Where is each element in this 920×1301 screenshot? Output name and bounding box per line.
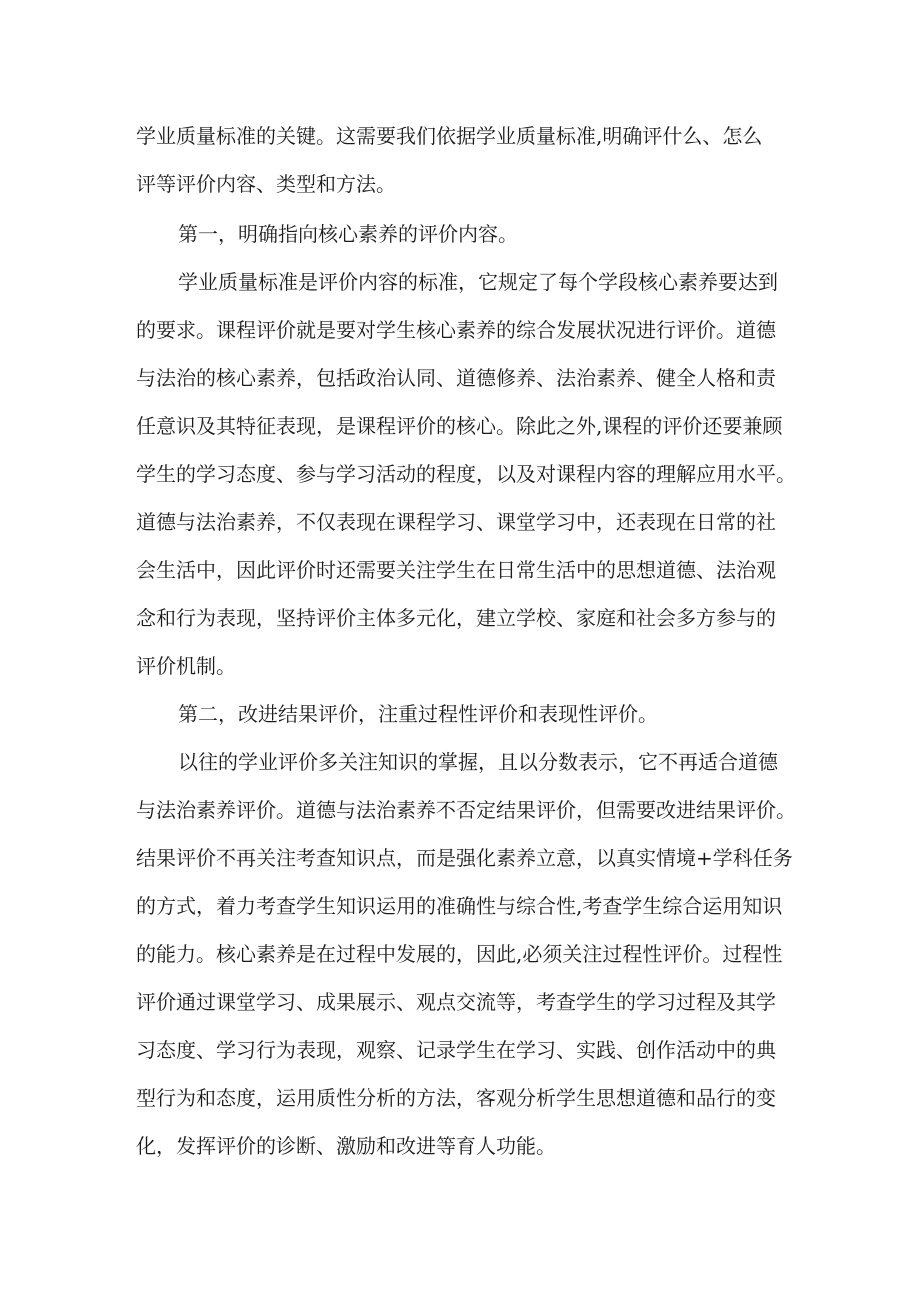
text-line: 学业质量标准的关键。这需要我们依据学业质量标准,明确评什么、怎么	[136, 124, 763, 148]
text-line: 与法治的核心素养，包括政治认同、道德修养、法治素养、健全人格和责	[136, 366, 776, 390]
text-line: 学生的学习态度、参与学习活动的程度，以及对课程内容的理解应用水平。	[136, 462, 796, 486]
text-line: 道德与法治素养，不仅表现在课程学习、课堂学习中，还表现在日常的社	[136, 510, 776, 534]
section-heading: 第二，改进结果评价，注重过程性评价和表现性评价。	[178, 702, 658, 726]
text-line: 评价机制。	[136, 654, 236, 678]
text-line: 与法治素养评价。道德与法治素养不否定结果评价，但需要改进结果评价。	[136, 798, 796, 822]
text-line: 以往的学业评价多关注知识的掌握，且以分数表示，它不再适合道德	[178, 750, 778, 774]
text-line: 会生活中，因此评价时还需要关注学生在日常生活中的思想道德、法治观	[136, 558, 776, 582]
section-heading: 第一，明确指向核心素养的评价内容。	[178, 222, 518, 246]
text-line: 评价通过课堂学习、成果展示、观点交流等，考查学生的学习过程及其学	[136, 990, 776, 1014]
text-line: 评等评价内容、类型和方法。	[136, 172, 396, 196]
text-line: 学业质量标准是评价内容的标准，它规定了每个学段核心素养要达到	[178, 270, 778, 294]
text-line: 的要求。课程评价就是要对学生核心素养的综合发展状况进行评价。道德	[136, 318, 776, 342]
text-line: 结果评价不再关注考查知识点，而是强化素养立意，以真实情境+学科任务	[136, 846, 793, 870]
text-line: 的能力。核心素养是在过程中发展的，因此,必须关注过程性评价。过程性	[136, 942, 783, 966]
text-line: 化，发挥评价的诊断、激励和改进等育人功能。	[136, 1134, 556, 1158]
text-line: 任意识及其特征表现，是课程评价的核心。除此之外,课程的评价还要兼顾	[136, 414, 783, 438]
text-line: 念和行为表现，坚持评价主体多元化，建立学校、家庭和社会多方参与的	[136, 606, 776, 630]
text-line: 的方式，着力考查学生知识运用的准确性与综合性,考查学生综合运用知识	[136, 894, 783, 918]
text-line: 型行为和态度，运用质性分析的方法，客观分析学生思想道德和品行的变	[136, 1086, 776, 1110]
text-line: 习态度、学习行为表现，观察、记录学生在学习、实践、创作活动中的典	[136, 1038, 776, 1062]
